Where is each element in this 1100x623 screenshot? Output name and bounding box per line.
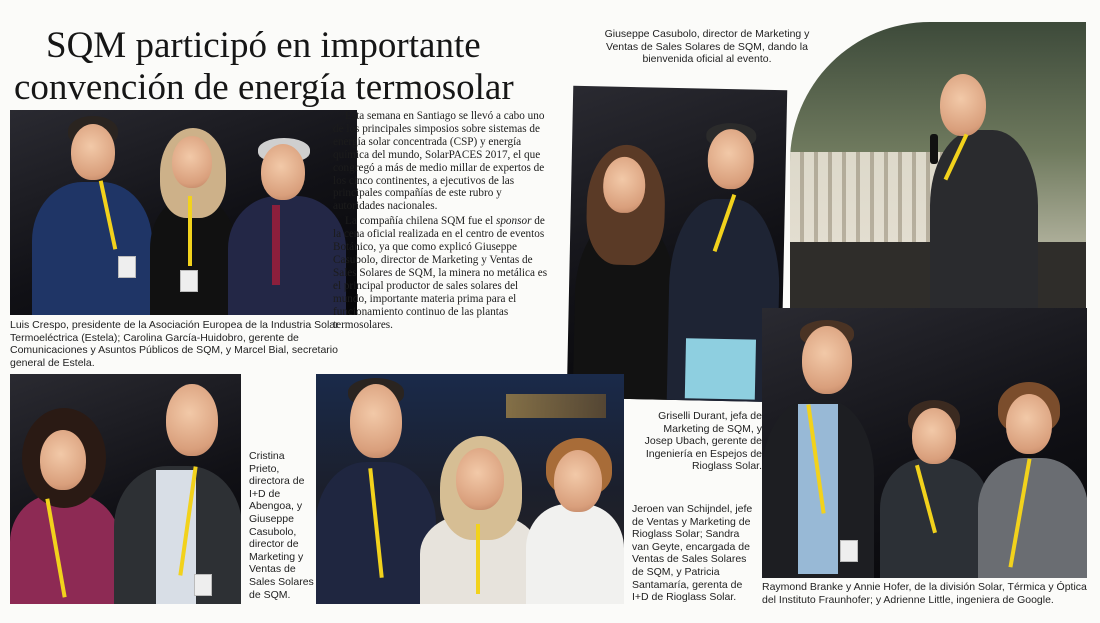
headline-line-1: SQM participó en importante	[46, 25, 481, 66]
headline-line-2: convención de energía termosolar	[14, 67, 514, 108]
photo-casubolo-speech	[790, 22, 1086, 308]
venue-lights	[506, 394, 606, 418]
photo-schijndel-geyte-santamaria	[316, 374, 624, 604]
article-paragraph-1: Esta semana en Santiago se llevó a cabo uno de los principales simposios sobre sistemas de energía solar concentrada (CSP) y energía química del mundo, SolarPACES 2017, el que congregó a más de medio millar de expertos de los cinco continentes, a ejecutivos de las principales compañías de este rubro y autoridades nacionales.	[333, 110, 545, 213]
photo-branke-hofer-little	[762, 308, 1087, 578]
caption-photo-6: Raymond Branke y Annie Hofer, de la división Solar, Térmica y Óptica del Instituto Fraunhofer; y Adrienne Little, ingeniera de Google.	[762, 581, 1087, 606]
caption-photo-5: Jeroen van Schijndel, jefe de Ventas y Marketing de Rioglass Solar; Sandra van Geyte, encargada de Ventas de Sales Solares de SQM, y Patricia Santamaría, gerenta de I+D de Rioglass Solar.	[632, 503, 753, 604]
photo-durant-ubach	[567, 86, 787, 402]
article-paragraph-2	[333, 215, 553, 331]
photo-crespo-garcia-bial	[10, 110, 357, 315]
article-body	[333, 110, 553, 331]
microphone-icon	[930, 134, 938, 164]
article-sponsor-word: sponsor	[495, 215, 532, 228]
caption-photo-3: Griselli Durant, jefa de Marketing de SQM, y Josep Ubach, gerente de Ingeniería en Espejos de Rioglass Solar.	[644, 410, 762, 473]
article-paragraph-2-start: La compañía chilena SQM fue el	[345, 215, 496, 228]
caption-photo-4: Cristina Prieto, directora de I+D de Abengoa, y Giuseppe Casubolo, director de Marketing y Ventas de Sales Solares de SQM.	[249, 450, 314, 601]
caption-photo-2: Giuseppe Casubolo, director de Marketing y Ventas de Sales Solares de SQM, dando la bienvenida oficial al evento.	[604, 28, 810, 66]
photo-prieto-casubolo	[10, 374, 241, 604]
caption-photo-1: Luis Crespo, presidente de la Asociación Europea de la Industria Solar Termoeléctrica (Estela); Carolina García-Huidobro, gerente de Comunicaciones y Asuntos Públicos de SQM, y Marcel Bial, secretario general de Estela.	[10, 319, 339, 369]
article-paragraph-2-end: de la cena oficial realizada en el centro de eventos Botánico, ya que como explicó Giuseppe Casubolo, director de Marketing y Ventas de Sales Solares de SQM, la minera no metálica es el principal productor de sales solares del mundo, importante materia prima para el funcionamiento continuo de las plantas termosolares.	[333, 215, 548, 331]
